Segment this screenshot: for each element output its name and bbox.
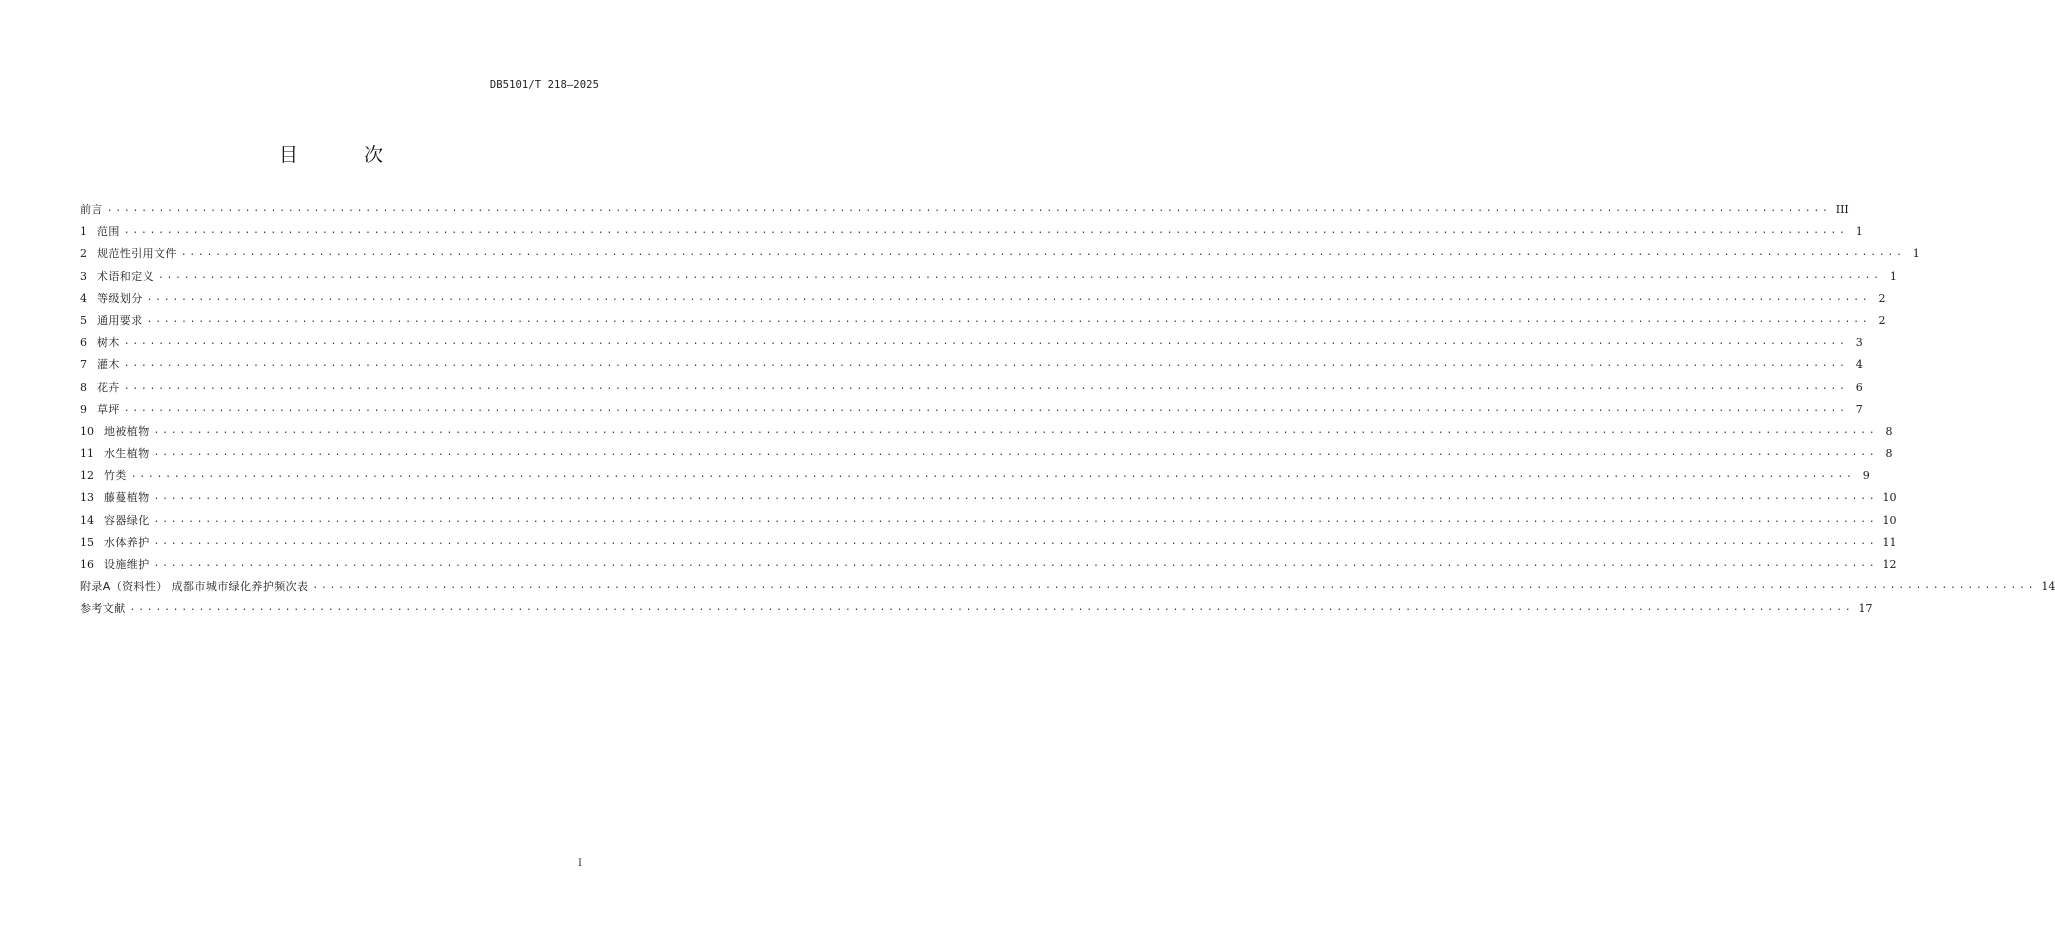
toc-entry[interactable] <box>80 243 1920 265</box>
toc-entry-number: 1 <box>80 225 87 239</box>
toc-entry-label: 水体养护 <box>104 535 150 549</box>
toc-entry-page: 17 <box>1858 602 1873 616</box>
toc-entry[interactable] <box>80 443 1893 465</box>
toc-entry-page: 10 <box>1882 513 1897 527</box>
toc-dot-leader: ........................................................................................................................................................................................................ <box>123 380 1848 392</box>
toc-entry[interactable] <box>80 576 2055 598</box>
toc-entry-number: 10 <box>80 424 94 438</box>
toc-entry-number: 7 <box>80 358 87 372</box>
toc-dot-leader: ........................................................................................................................................................................................................ <box>146 313 1871 325</box>
toc-entry-number: 9 <box>80 402 87 416</box>
toc-entry-label: 灌木 <box>97 358 120 372</box>
toc-entry-number: 15 <box>80 535 94 549</box>
toc-entry[interactable] <box>80 532 1897 554</box>
toc-entry-page: 10 <box>1882 491 1897 505</box>
toc-entry-number: 3 <box>80 269 87 283</box>
toc-entry[interactable] <box>80 310 1886 332</box>
toc-dot-leader: ........................................................................................................................................................................................................ <box>153 424 1878 436</box>
toc-entry-page: 1 <box>1889 269 1897 283</box>
toc-entry-label: 范围 <box>97 225 120 239</box>
toc-entry-label: 规范性引用文件 <box>97 247 177 261</box>
toc-entry-page: 12 <box>1882 558 1897 571</box>
toc-entry-number: 11 <box>80 447 94 461</box>
toc-dot-leader: ........................................................................................................................................................................................................ <box>158 269 1882 281</box>
toc-entry-label: 前言 <box>80 203 103 216</box>
toc-entry-label: 通用要求 <box>97 313 143 327</box>
toc-entry[interactable] <box>80 510 1897 532</box>
toc-entry-page: 1 <box>1855 225 1863 239</box>
toc-entry[interactable] <box>80 288 1886 310</box>
toc-entry-label: 附录A（资料性） 成都市城市绿化养护频次表 <box>80 580 309 594</box>
toc-entry-label: 藤蔓植物 <box>104 491 150 505</box>
toc-dot-leader: ........................................................................................................................................................................................................ <box>312 580 2037 592</box>
toc-dot-leader: ........................................................................................................................................................................................................ <box>180 247 1905 259</box>
toc-entry-page: 7 <box>1855 402 1863 416</box>
toc-entry-label: 地被植物 <box>104 424 150 438</box>
toc-dot-leader: ........................................................................................................................................................................................................ <box>129 602 1854 614</box>
toc-dot-leader: ........................................................................................................................................................................................................ <box>130 469 1855 481</box>
toc-entry[interactable] <box>80 266 1897 288</box>
toc-entry[interactable] <box>80 377 1863 399</box>
toc-entry-number: 8 <box>80 380 87 394</box>
toc-entry-label: 竹类 <box>104 469 127 483</box>
toc-entry[interactable] <box>80 487 1897 509</box>
toc-entry-number: 14 <box>80 513 94 527</box>
toc-entry[interactable] <box>80 221 1863 243</box>
toc-dot-leader: ........................................................................................................................................................................................................ <box>123 402 1848 414</box>
toc-entry-label: 容器绿化 <box>104 513 150 527</box>
toc-entry-label: 等级划分 <box>97 291 143 305</box>
toc-entry-page: 8 <box>1885 424 1893 438</box>
toc-entry-number: 12 <box>80 469 94 483</box>
toc-dot-leader: ........................................................................................................................................................................................................ <box>153 491 1878 503</box>
toc-entry-page: 8 <box>1885 447 1893 461</box>
toc-entry[interactable] <box>80 399 1863 421</box>
toc-entry-page: 6 <box>1855 380 1863 394</box>
toc-dot-leader: ........................................................................................................................................................................................................ <box>146 291 1871 303</box>
toc-entry-page: III <box>1835 203 1849 216</box>
toc-entry-page: 1 <box>1912 247 1920 261</box>
toc-entry-label: 树木 <box>97 336 120 350</box>
toc-dot-leader: ........................................................................................................................................................................................................ <box>123 358 1848 370</box>
document-code: DB5101/T 218—2025 <box>489 79 599 91</box>
page-number: I <box>578 858 582 869</box>
toc-entry-page: 9 <box>1862 469 1870 483</box>
toc-entry[interactable] <box>80 465 1870 487</box>
toc-entry-page: 2 <box>1878 313 1886 327</box>
toc-entry-label: 参考文献 <box>80 602 126 616</box>
toc-entry[interactable] <box>80 421 1893 443</box>
toc-dot-leader: ........................................................................................................................................................................................................ <box>123 336 1848 348</box>
toc-entry-number: 4 <box>80 291 87 305</box>
toc-dot-leader: ........................................................................................................................................................................................................ <box>123 225 1848 237</box>
toc-entry[interactable] <box>80 354 1863 376</box>
table-of-contents <box>80 199 2055 621</box>
toc-entry-number: 16 <box>80 558 94 571</box>
toc-entry[interactable] <box>80 199 1849 221</box>
toc-entry-label: 术语和定义 <box>97 269 154 283</box>
toc-entry[interactable] <box>80 554 1897 576</box>
toc-entry-page: 11 <box>1882 535 1897 549</box>
toc-dot-leader: ........................................................................................................................................................................................................ <box>106 203 1831 214</box>
toc-entry-number: 13 <box>80 491 94 505</box>
toc-entry[interactable] <box>80 332 1863 354</box>
toc-dot-leader: ........................................................................................................................................................................................................ <box>153 447 1878 459</box>
toc-entry-number: 5 <box>80 313 87 327</box>
page-title: 目 次 <box>278 144 414 166</box>
toc-entry-label: 草坪 <box>97 402 120 416</box>
toc-entry-page: 3 <box>1855 336 1863 350</box>
toc-entry[interactable] <box>80 598 1873 620</box>
toc-entry-page: 14 <box>2041 580 2055 594</box>
toc-entry-label: 设施维护 <box>104 558 150 571</box>
toc-dot-leader: ........................................................................................................................................................................................................ <box>153 513 1878 525</box>
toc-entry-number: 2 <box>80 247 87 261</box>
toc-entry-page: 4 <box>1855 358 1863 372</box>
toc-entry-page: 2 <box>1878 291 1886 305</box>
toc-dot-leader: ........................................................................................................................................................................................................ <box>153 558 1878 569</box>
toc-entry-label: 水生植物 <box>104 447 150 461</box>
toc-entry-number: 6 <box>80 336 87 350</box>
toc-dot-leader: ........................................................................................................................................................................................................ <box>153 535 1878 547</box>
toc-entry-label: 花卉 <box>97 380 120 394</box>
